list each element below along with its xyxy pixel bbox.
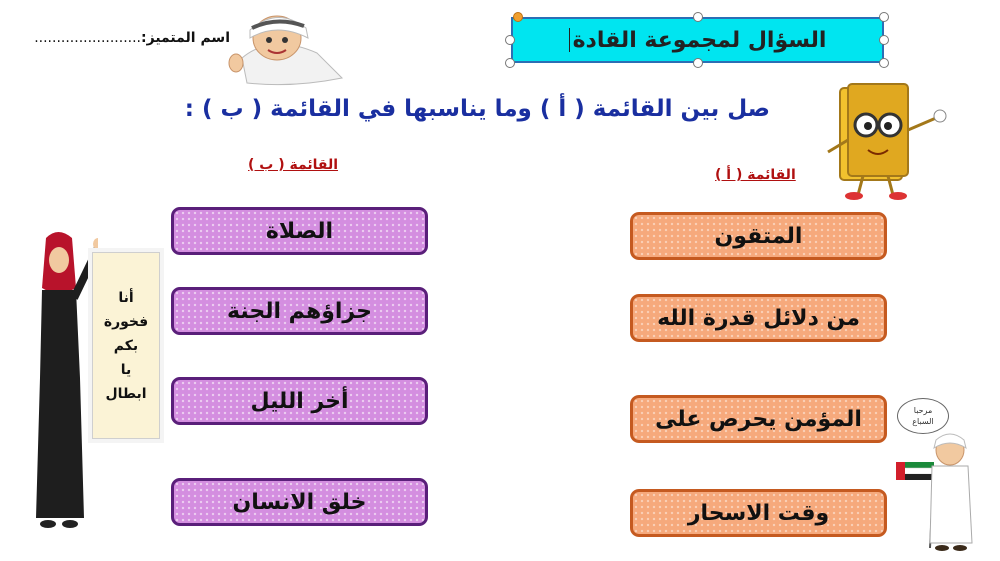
instruction-text: صل بين القائمة ( أ ) وما يناسبها في القائمة ( ب ) : <box>184 96 770 122</box>
list-b-heading: القائمة ( ب ) <box>248 157 339 173</box>
list-a-heading: القائمة ( أ ) <box>715 167 796 183</box>
list-a-item-4[interactable]: وقت الاسحار <box>630 489 887 537</box>
list-a-item-3[interactable]: المؤمن يحرص على <box>630 395 887 443</box>
book-mascot-icon <box>818 80 958 205</box>
list-b-item-3[interactable]: أخر الليل <box>171 377 428 425</box>
resize-handle-right[interactable] <box>879 35 889 45</box>
list-a-item-1[interactable]: المتقون <box>630 212 887 260</box>
boy-with-flag-icon <box>890 428 980 556</box>
list-b-item-1[interactable]: الصلاة <box>171 207 428 255</box>
teacher-sign <box>92 252 160 439</box>
list-b-item-2[interactable]: جزاؤهم الجنة <box>171 287 428 335</box>
student-name-blank: ........................ <box>34 30 142 46</box>
question-title-box[interactable] <box>511 17 884 63</box>
boy-character-icon <box>222 8 350 88</box>
sign-line: فخورة <box>103 313 149 330</box>
resize-handle-bottom[interactable] <box>693 58 703 68</box>
sign-line: يا <box>120 361 132 378</box>
student-name-label: اسم المتميز: <box>141 30 230 46</box>
list-a-item-2[interactable]: من دلائل قدرة الله <box>630 294 887 342</box>
resize-handle-left[interactable] <box>505 35 515 45</box>
resize-handle-bottom-right[interactable] <box>879 58 889 68</box>
resize-handle-bottom-left[interactable] <box>505 58 515 68</box>
resize-handle-top-right[interactable] <box>879 12 889 22</box>
bubble-line: مرحبا <box>913 406 933 415</box>
sign-line: أنا <box>118 289 134 306</box>
resize-handle-top[interactable] <box>693 12 703 22</box>
list-b-item-4[interactable]: خلق الانسان <box>171 478 428 526</box>
rotate-handle[interactable] <box>513 12 523 22</box>
question-title: السؤال لمجموعة القادة <box>572 27 827 53</box>
sign-line: بكم <box>113 337 139 354</box>
teacher-character-icon <box>28 228 98 533</box>
bubble-line: السباع <box>912 417 934 426</box>
student-name-field <box>20 30 230 52</box>
sign-line: ابطال <box>105 385 147 402</box>
text-cursor <box>569 28 570 52</box>
